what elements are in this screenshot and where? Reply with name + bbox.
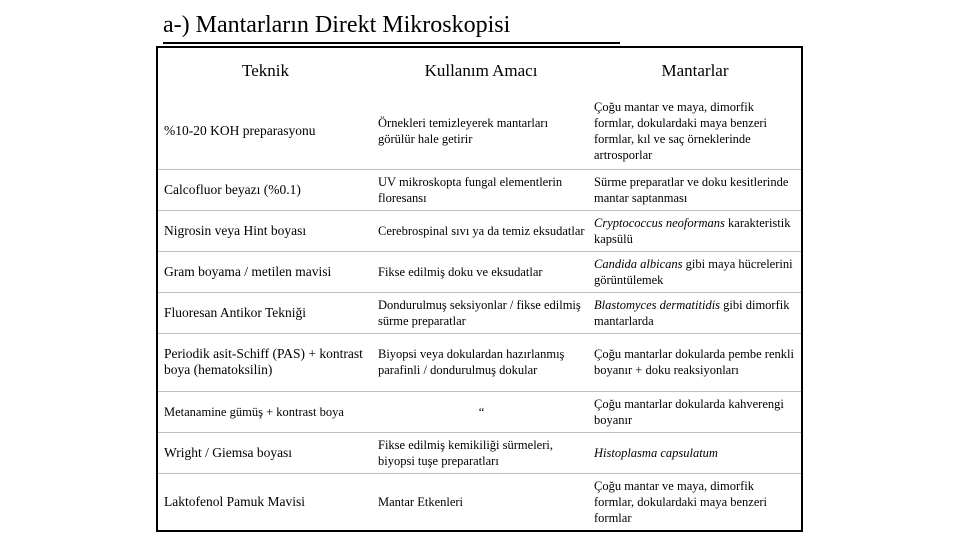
purpose-cell: UV mikroskopta fungal elementlerin floresansı <box>373 169 589 210</box>
table-row <box>158 473 801 531</box>
organism-name: Histoplasma capsulatum <box>594 445 718 460</box>
header-technique: Teknik <box>242 60 289 80</box>
fungi-cell: Çoğu mantar ve maya, dimorfik formlar, dokulardaki maya benzeri formlar, kıl ve saç örneklerinde artrosporlar <box>589 93 801 169</box>
title-underline <box>163 42 620 44</box>
technique-cell: %10-20 KOH preparasyonu <box>158 93 373 169</box>
purpose-cell: Örnekleri temizleyerek mantarları görülür hale getirir <box>373 93 589 169</box>
table-row <box>158 251 801 292</box>
fungi-cell: Çoğu mantarlar dokularda kahverengi boyanır <box>589 391 801 432</box>
fungi-note: gibi maya hücrelerini görüntülemek <box>594 256 793 287</box>
technique-cell: Fluoresan Antikor Tekniği <box>158 292 373 333</box>
technique-cell: Gram boyama / metilen mavisi <box>158 251 373 292</box>
table-row <box>158 391 801 432</box>
fungi-note: karakteristik kapsülü <box>594 215 791 246</box>
organism-name: Cryptococcus neoformans <box>594 215 725 230</box>
table-header-row <box>158 48 801 93</box>
purpose-cell: “ <box>373 391 589 432</box>
fungi-cell <box>589 432 801 473</box>
organism-name: Candida albicans <box>594 256 683 271</box>
fungi-cell: Çoğu mantar ve maya, dimorfik formlar, dokulardaki maya benzeri formlar <box>594 479 768 526</box>
mycology-techniques-table <box>158 48 801 531</box>
organism-name: Blastomyces dermatitidis <box>594 297 721 312</box>
purpose-cell: Fikse edilmiş kemikiliği sürmeleri, biyopsi tuşe preparatları <box>373 432 589 473</box>
fungi-cell <box>589 251 801 292</box>
technique-cell: Laktofenol Pamuk Mavisi <box>164 494 305 510</box>
purpose-cell: Fikse edilmiş doku ve eksudatlar <box>373 251 589 292</box>
fungi-cell <box>589 292 801 333</box>
fungi-cell: Çoğu mantarlar dokularda pembe renkli boyanır + doku reaksiyonları <box>589 333 801 391</box>
table-row <box>158 333 801 391</box>
table-row <box>158 169 801 210</box>
fungi-cell <box>589 210 801 251</box>
technique-cell: Periodik asit-Schiff (PAS) + kontrast boya (hematoksilin) <box>158 333 373 391</box>
technique-cell: Calcofluor beyazı (%0.1) <box>158 169 373 210</box>
purpose-cell: Cerebrospinal sıvı ya da temiz eksudatlar <box>373 210 589 251</box>
table-row <box>158 93 801 169</box>
purpose-cell: Mantar Etkenleri <box>378 495 464 510</box>
fungi-note: gibi dimorfik mantarlarda <box>594 297 790 328</box>
purpose-cell: Biyopsi veya dokulardan hazırlanmış parafinli / dondurulmuş dokular <box>373 333 589 391</box>
technique-cell: Nigrosin veya Hint boyası <box>158 210 373 251</box>
purpose-cell: Dondurulmuş seksiyonlar / fikse edilmiş sürme preparatlar <box>373 292 589 333</box>
fungi-cell: Sürme preparatlar ve doku kesitlerinde mantar saptanması <box>589 169 801 210</box>
table-row <box>158 432 801 473</box>
page-title: a-) Mantarların Direkt Mikroskopisi <box>163 12 511 38</box>
technique-cell: Metanamine gümüş + kontrast boya <box>158 391 373 432</box>
technique-cell: Wright / Giemsa boyası <box>158 432 373 473</box>
header-purpose: Kullanım Amacı <box>424 60 538 80</box>
table-row <box>158 292 801 333</box>
header-fungi: Mantarlar <box>661 60 729 80</box>
table-row <box>158 210 801 251</box>
